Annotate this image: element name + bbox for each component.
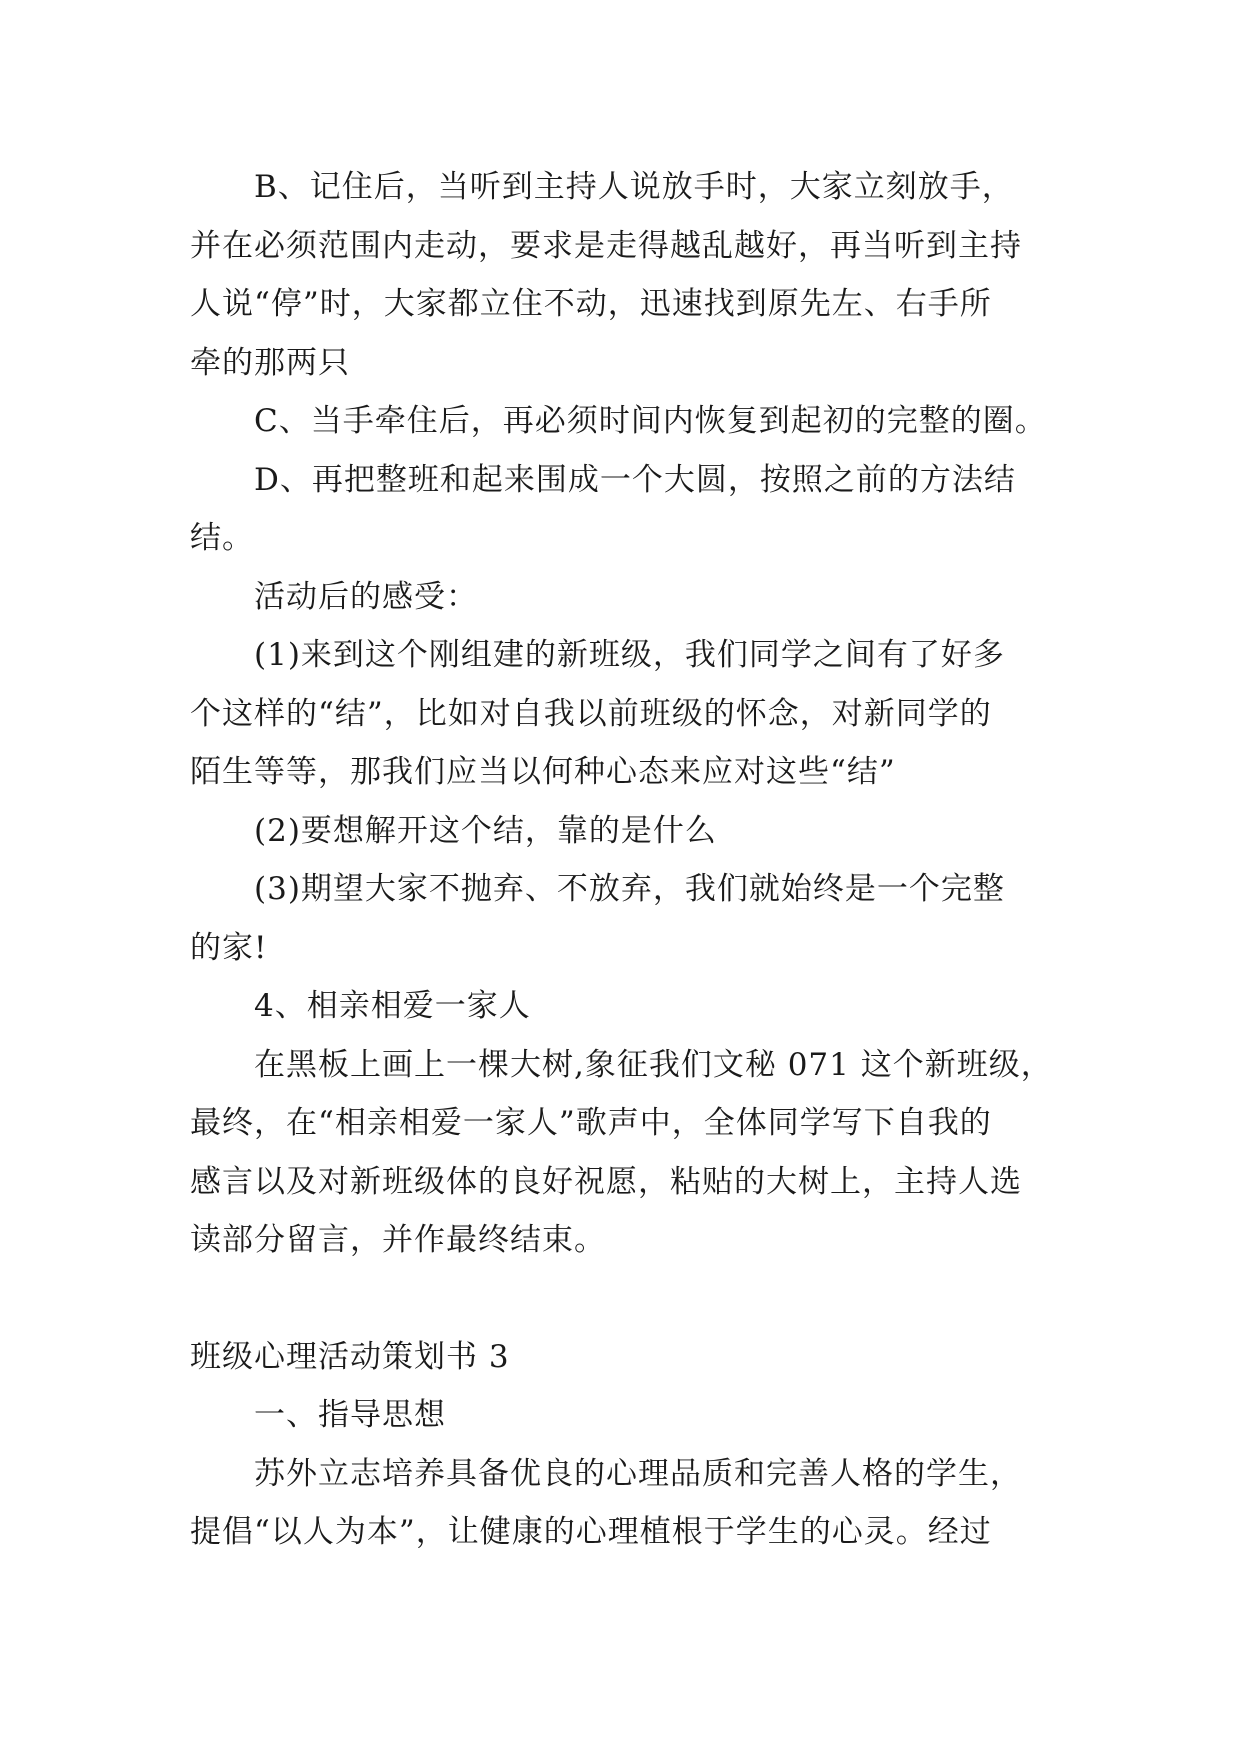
paragraph-line: 人说“停”时，大家都立住不动，迅速找到原先左、右手所 bbox=[190, 286, 992, 322]
paragraph-line: 提倡“以人为本”，让健康的心理植根于学生的心灵。经过 bbox=[190, 1514, 992, 1550]
paragraph-line: B、记住后，当听到主持人说放手时，大家立刻放手， bbox=[254, 169, 1014, 205]
paragraph-line: 4、相亲相爱一家人 bbox=[254, 988, 531, 1024]
paragraph-line: 感言以及对新班级体的良好祝愿，粘贴的大树上，主持人选 bbox=[190, 1163, 1022, 1200]
paragraph-line: 最终，在“相亲相爱一家人”歌声中，全体同学写下自我的 bbox=[190, 1105, 992, 1141]
paragraph-line: 读部分留言，并作最终结束。 bbox=[190, 1222, 606, 1258]
document-body bbox=[190, 158, 1053, 1562]
section-title: 班级心理活动策划书 3 bbox=[190, 1338, 510, 1375]
paragraph-line: 苏外立志培养具备优良的心理品质和完善人格的学生， bbox=[254, 1455, 1022, 1492]
paragraph-line: 陌生等等，那我们应当以何种心态来应对这些“结” bbox=[190, 754, 896, 790]
paragraph-line: 在黑板上画上一棵大树,象征我们文秘 071 这个新班级， bbox=[254, 1046, 1053, 1083]
paragraph-line: (2)要想解开这个结，靠的是什么 bbox=[254, 812, 717, 849]
paragraph-line: 活动后的感受： bbox=[254, 578, 478, 615]
paragraph-line: D、再把整班和起来围成一个大圆，按照之前的方法结 bbox=[254, 461, 1016, 498]
paragraph-line: 结。 bbox=[190, 520, 254, 556]
paragraph-line: (3)期望大家不抛弃、不放弃，我们就始终是一个完整 bbox=[254, 871, 1005, 907]
section-heading: 一、指导思想 bbox=[254, 1397, 446, 1433]
paragraph-line: (1)来到这个刚组建的新班级，我们同学之间有了好多 bbox=[254, 637, 1005, 673]
paragraph-line: 牵的那两只 bbox=[190, 344, 350, 381]
paragraph-line: 并在必须范围内走动，要求是走得越乱越好，再当听到主持 bbox=[190, 227, 1022, 264]
paragraph-line: C、当手牵住后，再必须时间内恢复到起初的完整的圈。 bbox=[254, 403, 1047, 439]
paragraph-line: 个这样的“结”，比如对自我以前班级的怀念，对新同学的 bbox=[190, 695, 992, 732]
paragraph-line: 的家! bbox=[190, 929, 268, 966]
section-spacer bbox=[190, 1270, 1050, 1328]
